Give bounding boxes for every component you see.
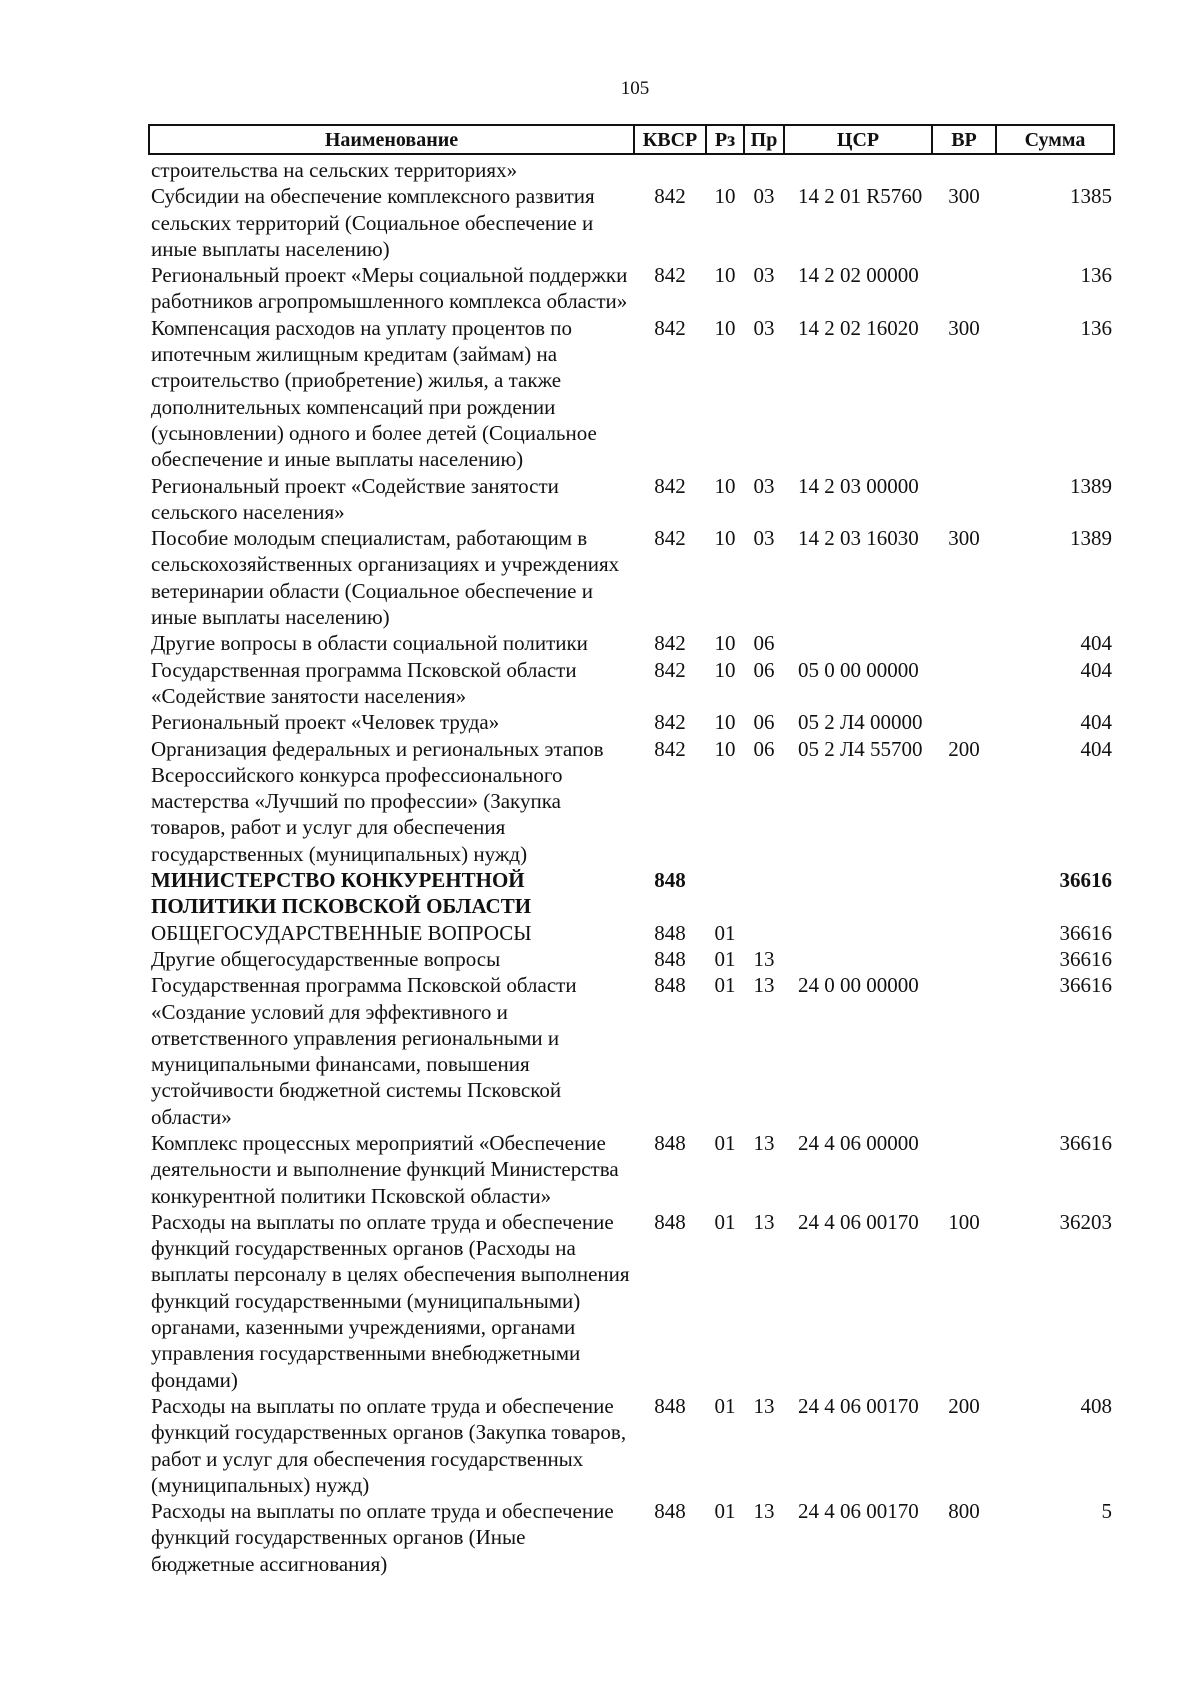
cell-rz: 10 <box>714 473 736 498</box>
table-row <box>149 1209 1114 1393</box>
cell-rz: 10 <box>714 263 736 288</box>
cell-name: Расходы на выплаты по оплате труда и обеспечение функций государственных органов (Закупка товаров, работ и услуг для обеспечения государственных (муниципальных) нужд) <box>151 1393 627 1497</box>
cell-vr: 300 <box>948 315 980 340</box>
cell-vr: 200 <box>948 736 980 761</box>
table-row <box>149 315 1114 473</box>
cell-vr: 300 <box>948 184 980 209</box>
cell-name: МИНИСТЕРСТВО КОНКУРЕНТНОЙ ПОЛИТИКИ ПСКОВСКОЙ ОБЛАСТИ <box>151 868 532 919</box>
cell-rz: 10 <box>714 184 736 209</box>
cell-kvsr: 848 <box>654 920 686 945</box>
cell-kvsr: 848 <box>654 946 686 971</box>
cell-vr <box>932 867 996 920</box>
cell-pr <box>744 920 784 946</box>
header-name: Наименование <box>149 125 634 154</box>
cell-csr: 24 4 06 00170 <box>798 1209 919 1234</box>
cell-csr: 14 2 03 00000 <box>798 473 919 498</box>
cell-vr <box>932 262 996 315</box>
table-header <box>149 125 1114 154</box>
cell-name: Организация федеральных и региональных этапов Всероссийского конкурса профессионального мастерства «Лучший по профессии» (Закупка товаров, работ и услуг для обеспечения государственных (муниципальных) нужд) <box>151 736 604 866</box>
cell-sum: 404 <box>1080 736 1112 761</box>
table-row <box>149 736 1114 867</box>
cell-kvsr: 842 <box>654 657 686 682</box>
cell-name: ОБЩЕГОСУДАРСТВЕННЫЕ ВОПРОСЫ <box>151 920 532 945</box>
cell-kvsr: 842 <box>654 184 686 209</box>
cell-csr: 05 2 Л4 00000 <box>798 710 923 735</box>
cell-sum: 36616 <box>1059 868 1112 893</box>
cell-name: Комплекс процессных мероприятий «Обеспечение деятельности и выполнение функций Министерства конкурентной политики Псковской области» <box>151 1130 619 1208</box>
page-number: 105 <box>620 78 650 99</box>
cell-pr: 06 <box>753 657 775 682</box>
cell-sum: 136 <box>1080 263 1112 288</box>
cell-kvsr: 848 <box>654 1130 686 1155</box>
cell-sum: 404 <box>1080 710 1112 735</box>
cell-kvsr: 848 <box>654 1209 686 1234</box>
budget-table <box>148 124 1115 1577</box>
cell-kvsr: 848 <box>654 1499 686 1524</box>
cell-csr: 14 2 03 16030 <box>798 526 919 551</box>
cell-vr <box>932 473 996 526</box>
cell-rz: 10 <box>714 315 736 340</box>
cell-pr: 13 <box>753 973 775 998</box>
cell-sum: 36616 <box>1059 920 1112 945</box>
cell-name: строительства на сельских территориях» <box>151 158 518 182</box>
cell-csr: 14 2 02 16020 <box>798 315 919 340</box>
cell-pr <box>744 867 784 920</box>
cell-vr <box>932 630 996 656</box>
cell-rz: 10 <box>714 710 736 735</box>
cell-rz: 10 <box>714 526 736 551</box>
cell-pr: 03 <box>753 263 775 288</box>
cell-rz: 01 <box>714 920 736 945</box>
cell-rz <box>706 867 744 920</box>
cell-rz: 10 <box>714 631 736 656</box>
cell-vr: 800 <box>948 1499 980 1524</box>
cell-kvsr: 848 <box>654 1393 686 1418</box>
cell-sum: 408 <box>1080 1393 1112 1418</box>
cell-name: Региональный проект «Меры социальной поддержки работников агропромышленного комплекса области» <box>151 263 628 314</box>
cell-pr: 13 <box>753 1499 775 1524</box>
cell-kvsr: 842 <box>654 526 686 551</box>
cell-vr <box>932 972 996 1130</box>
cell-rz: 01 <box>714 973 736 998</box>
cell-csr: 24 4 06 00170 <box>798 1499 919 1524</box>
table-row <box>149 920 1114 946</box>
cell-rz: 01 <box>714 946 736 971</box>
cell-sum: 404 <box>1080 631 1112 656</box>
cell-csr: 24 4 06 00000 <box>798 1130 919 1155</box>
cell-kvsr: 842 <box>654 631 686 656</box>
table-row <box>149 1130 1114 1209</box>
cell-name: Расходы на выплаты по оплате труда и обеспечение функций государственных органов (Иные бюджетные ассигнования) <box>151 1499 614 1576</box>
table-row <box>149 630 1114 656</box>
cell-csr: 05 0 00 00000 <box>798 657 919 682</box>
table-row <box>149 1498 1114 1577</box>
cell-sum: 36616 <box>1059 1130 1112 1155</box>
cell-csr: 05 2 Л4 55700 <box>798 736 923 761</box>
cell-name: Расходы на выплаты по оплате труда и обеспечение функций государственных органов (Расходы на выплаты персоналу в целях обеспечения выполнения функций государственными (муниципальными) органами, казенными учреждениями, органами управления государственными внебюджетными фондами) <box>151 1209 630 1392</box>
cell-rz: 10 <box>714 657 736 682</box>
cell-csr: 14 2 02 00000 <box>798 263 919 288</box>
table-row <box>149 867 1114 920</box>
cell-sum: 1389 <box>1070 526 1112 551</box>
cell-sum <box>996 154 1114 183</box>
table-row <box>149 946 1114 972</box>
cell-vr <box>932 154 996 183</box>
cell-name: Субсидии на обеспечение комплексного развития сельских территорий (Социальное обеспечение и иные выплаты населению) <box>151 184 595 261</box>
cell-pr: 03 <box>753 315 775 340</box>
cell-csr: 14 2 01 R5760 <box>798 184 923 209</box>
table-row <box>149 709 1114 735</box>
cell-sum: 5 <box>1101 1499 1112 1524</box>
cell-kvsr: 842 <box>654 263 686 288</box>
table-row <box>149 473 1114 526</box>
cell-name: Государственная программа Псковской области «Содействие занятости населения» <box>151 657 577 708</box>
table-row <box>149 525 1114 630</box>
cell-pr: 03 <box>753 526 775 551</box>
cell-name: Региональный проект «Человек труда» <box>151 710 500 735</box>
cell-pr: 06 <box>753 710 775 735</box>
cell-vr: 200 <box>948 1393 980 1418</box>
cell-sum: 1389 <box>1070 473 1112 498</box>
header-sum: Сумма <box>996 125 1114 154</box>
cell-sum: 36616 <box>1059 973 1112 998</box>
cell-pr: 03 <box>753 184 775 209</box>
cell-name: Пособие молодым специалистам, работающим в сельскохозяйственных организациях и учреждениях ветеринарии области (Социальное обеспечение и иные выплаты населению) <box>151 526 620 630</box>
cell-sum: 404 <box>1080 657 1112 682</box>
table-row <box>149 1393 1114 1498</box>
cell-name: Компенсация расходов на уплату процентов по ипотечным жилищным кредитам (займам) на строительство (приобретение) жилья, а также дополнительных компенсаций при рождении (усыновлении) одного и более детей (Социальное обеспечение и иные выплаты населению) <box>151 315 597 472</box>
cell-rz: 01 <box>714 1130 736 1155</box>
table-row <box>149 262 1114 315</box>
cell-vr: 100 <box>948 1209 980 1234</box>
cell-csr: 24 4 06 00170 <box>798 1393 919 1418</box>
cell-kvsr: 842 <box>654 736 686 761</box>
cell-csr <box>784 946 932 972</box>
cell-pr: 03 <box>753 473 775 498</box>
cell-name: Другие вопросы в области социальной политики <box>151 631 588 656</box>
cell-vr <box>932 920 996 946</box>
cell-rz: 01 <box>714 1209 736 1234</box>
header-csr: ЦСР <box>784 125 932 154</box>
header-kvsr: КВСР <box>634 125 706 154</box>
cell-sum: 36616 <box>1059 946 1112 971</box>
cell-rz: 01 <box>714 1393 736 1418</box>
cell-kvsr: 848 <box>654 868 686 893</box>
cell-csr <box>784 867 932 920</box>
cell-csr <box>784 920 932 946</box>
cell-kvsr: 842 <box>654 473 686 498</box>
cell-name: Другие общегосударственные вопросы <box>151 946 501 971</box>
cell-pr: 06 <box>753 631 775 656</box>
cell-pr: 13 <box>753 1130 775 1155</box>
cell-vr: 300 <box>948 526 980 551</box>
header-rz: Рз <box>706 125 744 154</box>
cell-kvsr: 842 <box>654 710 686 735</box>
cell-rz <box>706 154 744 183</box>
cell-vr <box>932 946 996 972</box>
cell-pr: 13 <box>753 946 775 971</box>
cell-vr <box>932 657 996 710</box>
cell-sum: 136 <box>1080 315 1112 340</box>
table-row <box>149 154 1114 183</box>
cell-sum: 36203 <box>1059 1209 1112 1234</box>
table-row <box>149 657 1114 710</box>
cell-vr <box>932 709 996 735</box>
cell-vr <box>932 1130 996 1209</box>
cell-csr: 24 0 00 00000 <box>798 973 919 998</box>
cell-rz: 10 <box>714 736 736 761</box>
cell-name: Региональный проект «Содействие занятости сельского населения» <box>151 473 559 524</box>
cell-kvsr <box>634 154 706 183</box>
cell-csr <box>784 154 932 183</box>
cell-pr: 13 <box>753 1209 775 1234</box>
cell-sum: 1385 <box>1070 184 1112 209</box>
table-row <box>149 972 1114 1130</box>
cell-csr <box>784 630 932 656</box>
cell-pr: 06 <box>753 736 775 761</box>
table-body <box>149 154 1114 1577</box>
cell-kvsr: 842 <box>654 315 686 340</box>
cell-pr: 13 <box>753 1393 775 1418</box>
header-pr: Пр <box>744 125 784 154</box>
table-row <box>149 183 1114 262</box>
cell-name: Государственная программа Псковской области «Создание условий для эффективного и ответственного управления региональными и муниципальными финансами, повышения устойчивости бюджетной системы Псковской области» <box>151 973 577 1129</box>
cell-pr <box>744 154 784 183</box>
cell-rz: 01 <box>714 1499 736 1524</box>
header-vr: ВР <box>932 125 996 154</box>
cell-kvsr: 848 <box>654 973 686 998</box>
